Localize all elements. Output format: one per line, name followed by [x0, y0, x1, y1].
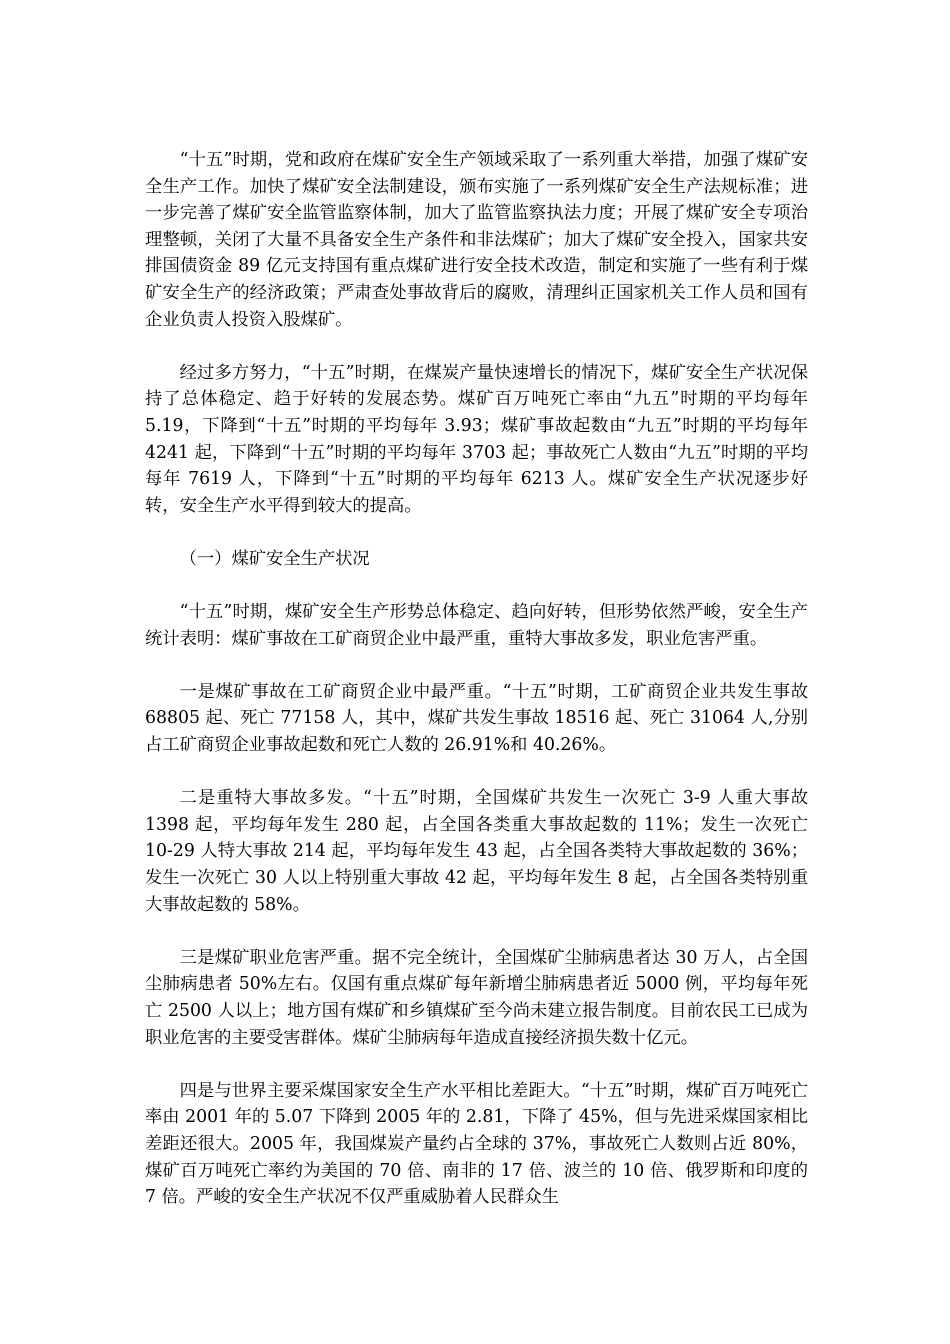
- paragraph-point-four: 四是与世界主要采煤国家安全生产水平相比差距大。“十五”时期，煤矿百万吨死亡率由 2001 年的 5.07 下降到 2005 年的 2.81，下降了 45%，但与先进采煤国家相比差距还很大。2005 年，我国煤炭产量约占全球的 37%，事故死亡人数则占近 80%，煤矿百万吨死亡率约为美国的 70 倍、南非的 17 倍、波兰的 10 倍、俄罗斯和印度的 7 倍。严峻的安全生产状况不仅严重威胁着人民群众生: [145, 1080, 808, 1208]
- paragraph-point-one: 一是煤矿事故在工矿商贸企业中最严重。“十五”时期，工矿商贸企业共发生事故 68805 起、死亡 77158 人，其中，煤矿共发生事故 18516 起、死亡 31064 人,分别占工矿商贸企业事故起数和死亡人数的 26.91%和 40.26%。: [145, 681, 808, 756]
- paragraph-point-three: 三是煤矿职业危害严重。据不完全统计，全国煤矿尘肺病患者达 30 万人，占全国尘肺病患者 50%左右。仅国有重点煤矿每年新增尘肺病患者近 5000 例，平均每年死亡 2500 人以上；地方国有煤矿和乡镇煤矿至今尚未建立报告制度。目前农民工已成为职业危害的主要受害群体。煤矿尘肺病每年造成直接经济损失数十亿元。: [145, 947, 808, 1048]
- paragraph-progress: 经过多方努力，“十五”时期，在煤炭产量快速增长的情况下，煤矿安全生产状况保持了总体稳定、趋于好转的发展态势。煤矿百万吨死亡率由“九五”时期的平均每年 5.19，下降到“十五”时期的平均每年 3.93；煤矿事故起数由“九五”时期的平均每年 4241 起，下降到“十五”时期的平均每年 3703 起；事故死亡人数由“九五”时期的平均每年 7619 人，下降到“十五”时期的平均每年 6213 人。煤矿安全生产状况逐步好转，安全生产水平得到较大的提高。: [145, 362, 808, 516]
- section-heading: （一）煤矿安全生产状况: [179, 548, 370, 569]
- paragraph-point-two: 二是重特大事故多发。“十五”时期，全国煤矿共发生一次死亡 3-9 人重大事故 1398 起，平均每年发生 280 起，占全国各类重大事故起数的 11%；发生一次死亡 10-29 人特大事故 214 起，平均每年发生 43 起，占全国各类特大事故起数的 36%；发生一次死亡 30 人以上特别重大事故 42 起，平均每年发生 8 起，占全国各类特别重大事故起数的 58%。: [145, 788, 808, 915]
- paragraph-overview: “十五”时期，煤矿安全生产形势总体稳定、趋向好转，但形势依然严峻，安全生产统计表明：煤矿事故在工矿商贸企业中最严重，重特大事故多发，职业危害严重。: [145, 602, 808, 649]
- paragraph-measures: “十五”时期，党和政府在煤矿安全生产领域采取了一系列重大举措，加强了煤矿安全生产工作。加快了煤矿安全法制建设，颁布实施了一系列煤矿安全生产法规标准；进一步完善了煤矿安全监管监察体制，加大了监管监察执法力度；开展了煤矿安全专项治理整顿，关闭了大量不具备安全生产条件和非法煤矿；加大了煤矿安全投入，国家共安排国债资金 89 亿元支持国有重点煤矿进行安全技术改造，制定和实施了一些有利于煤矿安全生产的经济政策；严肃查处事故背后的腐败，清理纠正国家机关工作人员和国有企业负责人投资入股煤矿。: [145, 150, 808, 330]
- document-page: [145, 147, 808, 1237]
